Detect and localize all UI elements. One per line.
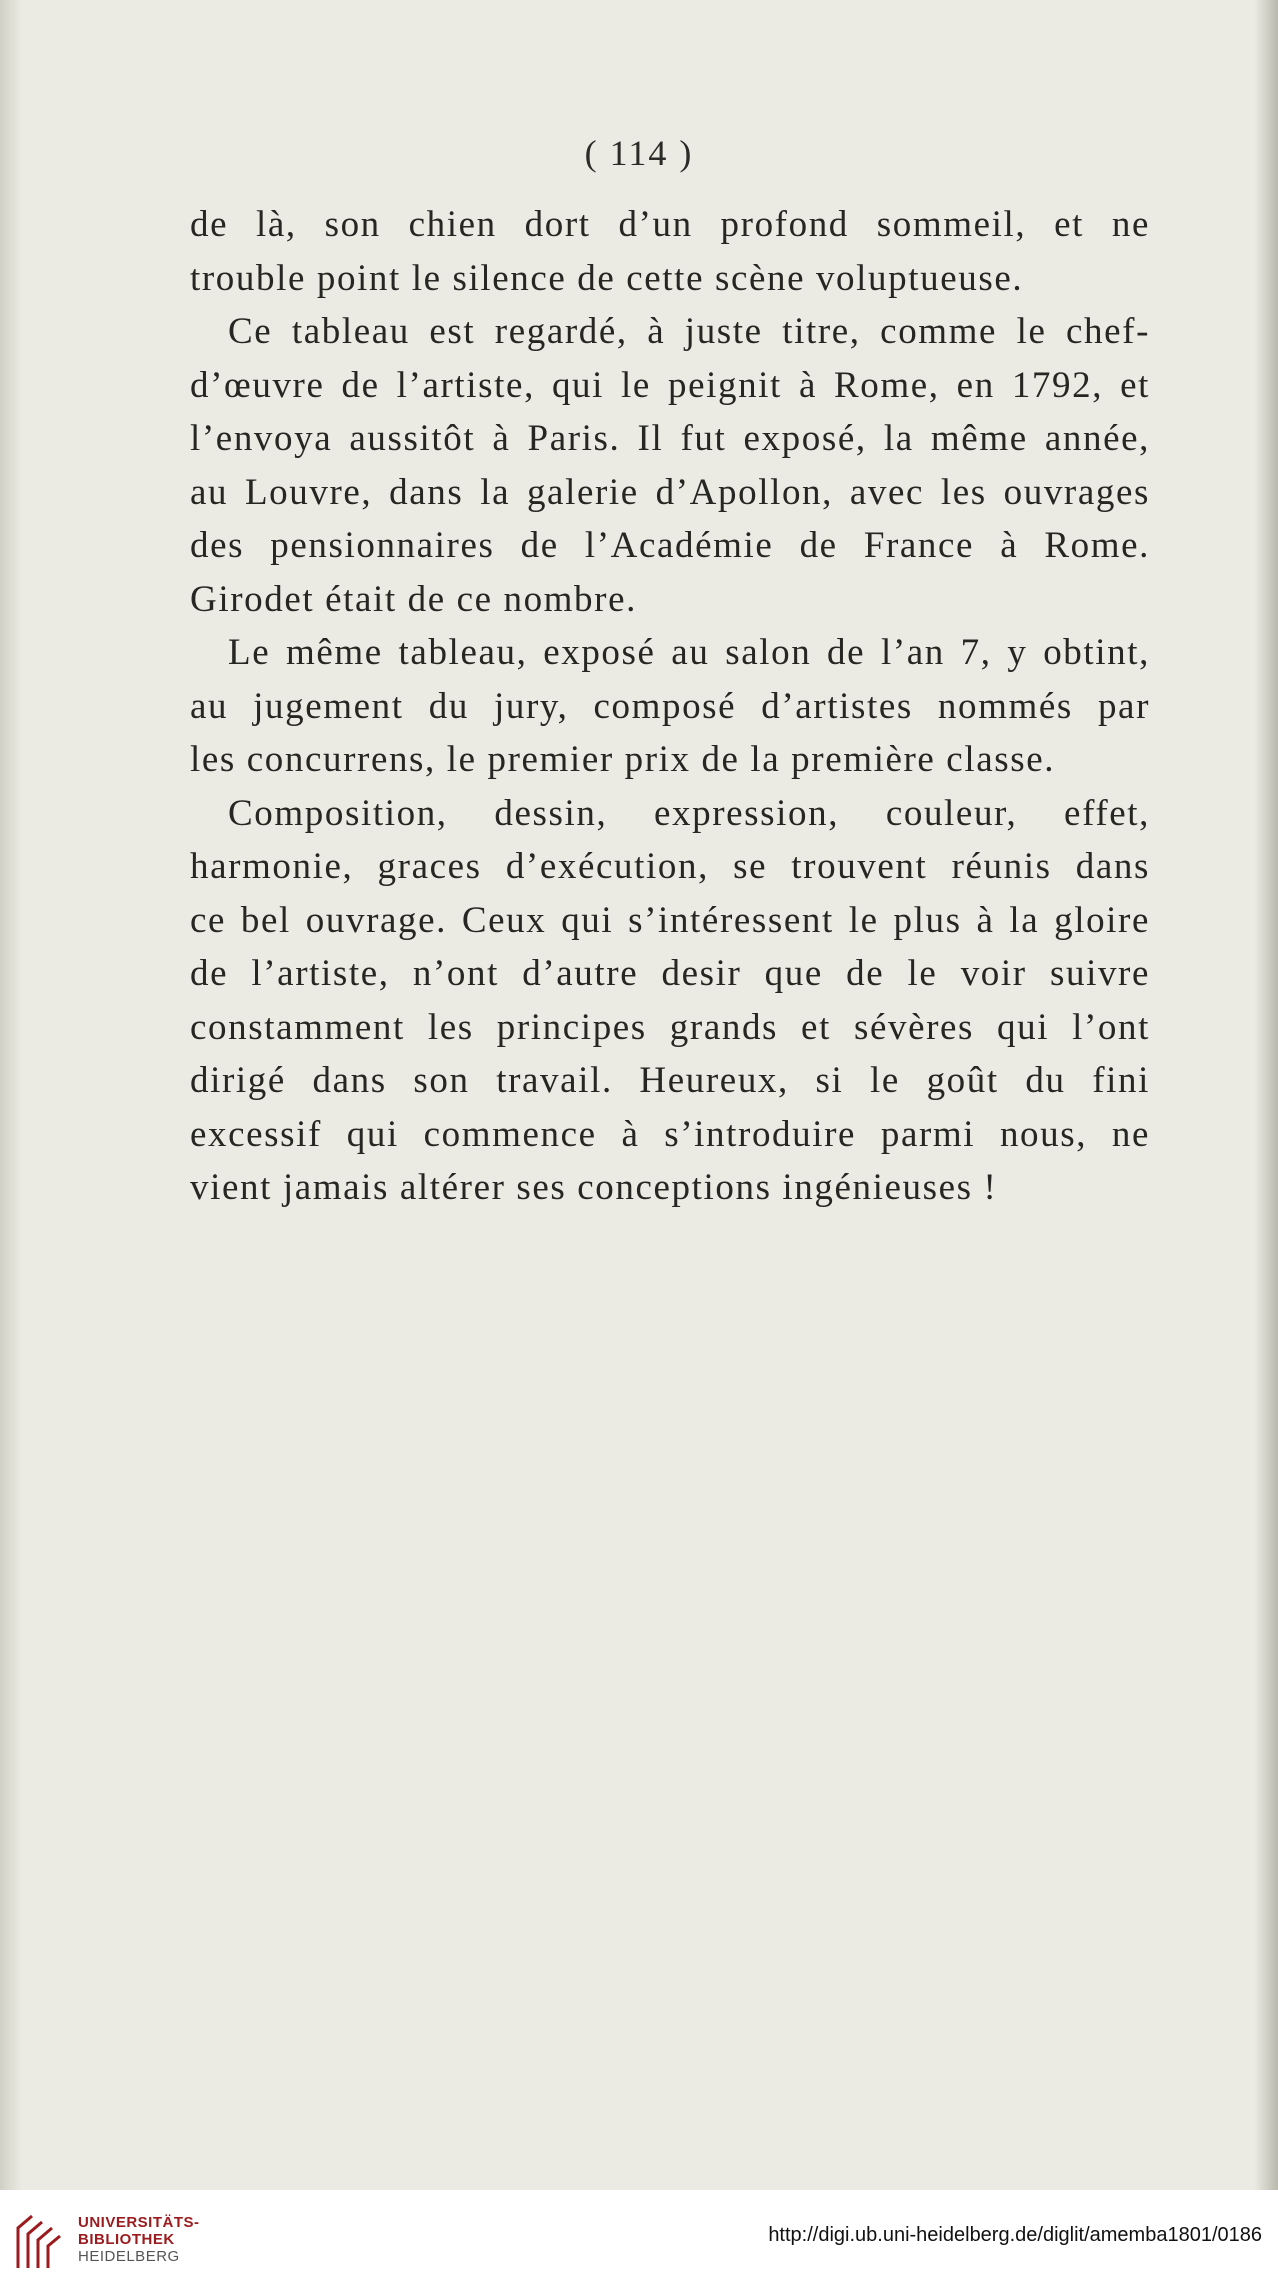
text-line: vient jamais altérer ses conceptions ingénieuses !	[190, 1167, 998, 1208]
text-line: des pensionnaires de l’Académie de France à Rome.	[190, 525, 1150, 566]
text-line: dirigé dans son travail. Heureux, si le goût du fini	[190, 1060, 1150, 1101]
text-line: au jugement du jury, composé d’artistes nommés par	[190, 685, 1150, 727]
text-line: de l’artiste, n’ont d’autre desir que de le voir suivre	[190, 953, 1150, 994]
text-line: harmonie, graces d’exécution, se trouvent réunis dans	[190, 846, 1150, 887]
text-line: ce bel ouvrage. Ceux qui s’intéressent le plus à la gloire	[190, 899, 1150, 941]
text-line: excessif qui commence à s’introduire parmi nous, ne	[190, 1113, 1150, 1155]
text-line: les concurrens, le premier prix de la première classe.	[190, 739, 1056, 780]
text-line: trouble point le silence de cette scène voluptueuse.	[190, 257, 1024, 299]
body-text	[190, 198, 1150, 1215]
text-line: l’envoya aussitôt à Paris. Il fut exposé, la même année,	[190, 418, 1150, 459]
page-edge-shadow	[1254, 0, 1278, 2190]
page-gutter-shadow	[0, 0, 22, 2190]
permalink-url[interactable]: http://digi.ub.uni-heidelberg.de/diglit/amemba1801/0186	[768, 2224, 1262, 2246]
text-line: d’œuvre de l’artiste, qui le peignit à Rome, en 1792, et	[190, 364, 1150, 406]
text-line: Composition, dessin, expression, couleur, effet,	[228, 792, 1150, 834]
text-line: Ce tableau est regardé, à juste titre, comme le chef-	[228, 311, 1150, 352]
text-line: au Louvre, dans la galerie d’Apollon, avec les ouvrages	[190, 471, 1150, 513]
text-line: Le même tableau, exposé au salon de l’an 7, y obtint,	[228, 632, 1150, 673]
viewer-footer	[0, 2190, 1278, 2287]
page-number: ( 114 )	[584, 133, 694, 173]
text-line: constamment les principes grands et sévères qui l’ont	[190, 1006, 1150, 1048]
library-logo-icon	[12, 2210, 66, 2272]
text-line: de là, son chien dort d’un profond sommeil, et ne	[190, 204, 1150, 245]
library-name: UNIVERSITÄTS- BIBLIOTHEK HEIDELBERG	[78, 2214, 200, 2265]
text-line: Girodet était de ce nombre.	[190, 578, 637, 620]
